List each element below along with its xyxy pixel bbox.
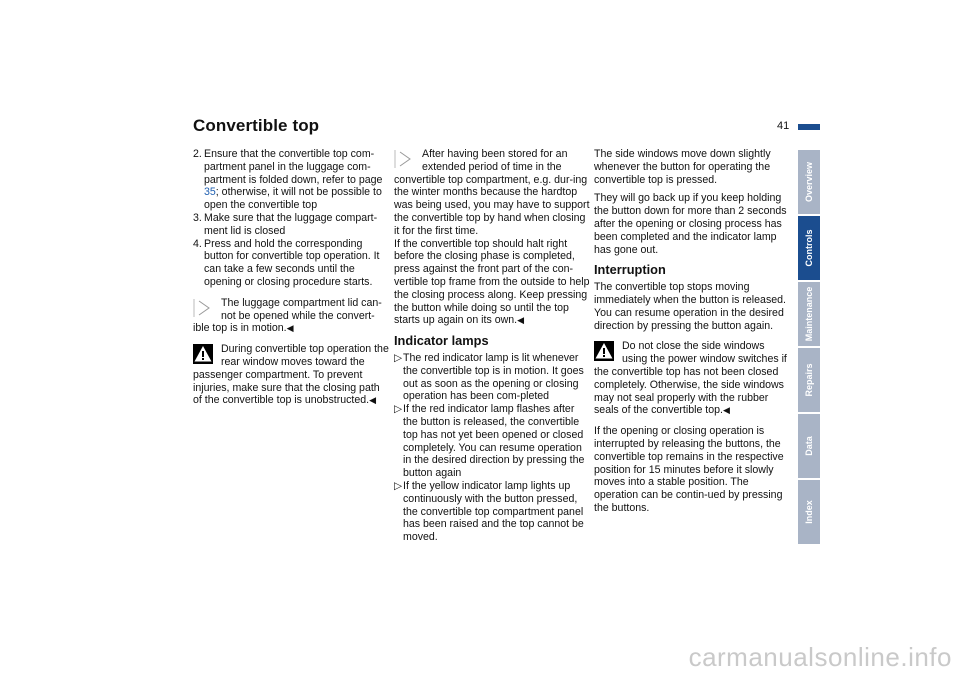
bullet-arrow-icon: ▷: [394, 351, 403, 364]
note-block: [193, 297, 389, 335]
step-text-cont: ; otherwise, it will not be possible to open the convertible top: [204, 186, 382, 212]
page-title: Convertible top: [193, 116, 320, 135]
list-item-text: If the red indicator lamp flashes after the button is released, the convertible top has not yet been opened or closed completely. You can resume operation in the desired direction by pressing the button again: [403, 403, 585, 480]
column-1: [193, 148, 389, 415]
list-item-text: The red indicator lamp is lit whenever the convertible top is in motion. It goes out as soon as the opening or closing operation has been com-pleted: [403, 351, 584, 403]
bullet-arrow-icon: ▷: [394, 479, 403, 492]
tab-label: Data: [804, 436, 814, 456]
column-2: [394, 148, 590, 544]
end-mark-icon: ◀: [517, 315, 524, 326]
tab-index[interactable]: [798, 480, 820, 544]
step-item: [193, 148, 389, 212]
indicator-list: [394, 352, 590, 544]
note-icon: [394, 149, 414, 169]
bullet-arrow-icon: ▷: [394, 403, 403, 416]
steps-list: [193, 148, 389, 289]
tab-label: Maintenance: [804, 286, 814, 342]
step-number: 2.: [193, 148, 202, 160]
end-mark-icon: ◀: [369, 395, 377, 406]
tab-label: Index: [804, 500, 814, 524]
step-number: 3.: [193, 211, 202, 224]
tab-controls[interactable]: [798, 216, 820, 280]
end-mark-icon: ◀: [286, 323, 294, 334]
tab-maintenance[interactable]: [798, 282, 820, 346]
warning-icon: [193, 344, 213, 364]
step-text: Make sure that the luggage compart-ment lid is closed: [204, 211, 378, 237]
warning-text: Do not close the side windows using the power window switches if the convertible top has not been closed completely. Otherwise, the side windows may not seal properly with the rubber seals of the convertible top.: [594, 340, 787, 417]
end-mark-icon: ◀: [722, 405, 730, 416]
section-heading-indicator-lamps: Indicator lamps: [394, 333, 489, 349]
step-number: 4.: [193, 237, 202, 250]
watermark: carmanualsonline.info: [688, 642, 952, 672]
warning-icon: [594, 341, 614, 361]
section-heading-interruption: Interruption: [594, 262, 666, 278]
tab-label: Repairs: [804, 363, 814, 397]
page-marker: [798, 124, 820, 130]
tab-label: Controls: [804, 229, 814, 267]
tab-repairs[interactable]: [798, 348, 820, 412]
step-item: [193, 212, 389, 238]
list-item: [394, 403, 590, 480]
step-item: [193, 238, 389, 289]
paragraph: The side windows move down slightly whenever the button for operating the convertible top is pressed.: [594, 148, 771, 186]
note-text: After having been stored for an extended period of time in the convertible top compartment, e.g. dur-ing the winter months because the hardtop was being used, you may have to support the convertible top by hand when closing it for the first time.: [394, 148, 590, 237]
warning-text: During convertible top operation the rear window moves toward the passenger compartment. To prevent injuries, make sure that the closing path of the convertible top is unobstructed.: [193, 343, 389, 407]
note-icon: [193, 298, 213, 318]
list-item: [394, 352, 590, 403]
tab-data[interactable]: [798, 414, 820, 478]
section-tabs: [798, 150, 820, 546]
tab-overview[interactable]: [798, 150, 820, 214]
warning-block: [193, 343, 389, 407]
list-item: [394, 480, 590, 544]
list-item-text: If the yellow indicator lamp lights up continuously with the button pressed, the convertible top compartment panel has been raised and the top cannot be moved.: [403, 479, 584, 544]
tab-label: Overview: [804, 161, 814, 203]
note-text-cont: If the convertible top should halt right before the closing phase is completed, press against the front part of the con-vertible top frame from the outside to help the closing process along. Keep pressing the button while doing so until the top starts up again on its own.: [394, 237, 590, 327]
step-text: Press and hold the corresponding button for convertible top operation. It can take a few seconds until the opening or closing procedure starts.: [204, 237, 380, 288]
paragraph: The convertible top stops moving immediately when the button is released. You can resume operation in the desired direction by pressing the button again.: [594, 281, 786, 332]
paragraph: They will go back up if you keep holding the button down for more than 2 seconds after the opening or closing process has been completed and the indicator lamp has gone out.: [594, 192, 787, 256]
page-number: 41: [777, 120, 790, 132]
column-3: [594, 148, 790, 521]
warning-block: [594, 340, 790, 417]
note-text: The luggage compartment lid can-not be opened while the convert-ible top is in motion.: [193, 296, 382, 335]
note-block: [394, 148, 590, 327]
step-text: Ensure that the convertible top com-partment panel in the luggage com-partment is folded down, refer to page: [204, 148, 383, 186]
paragraph: If the opening or closing operation is interrupted by releasing the buttons, the convertible top remains in the respective position for 15 minutes before it slowly moves into a stable position. The operation can be contin-ued by pressing the buttons.: [594, 425, 784, 514]
page-link[interactable]: 35: [204, 186, 216, 199]
